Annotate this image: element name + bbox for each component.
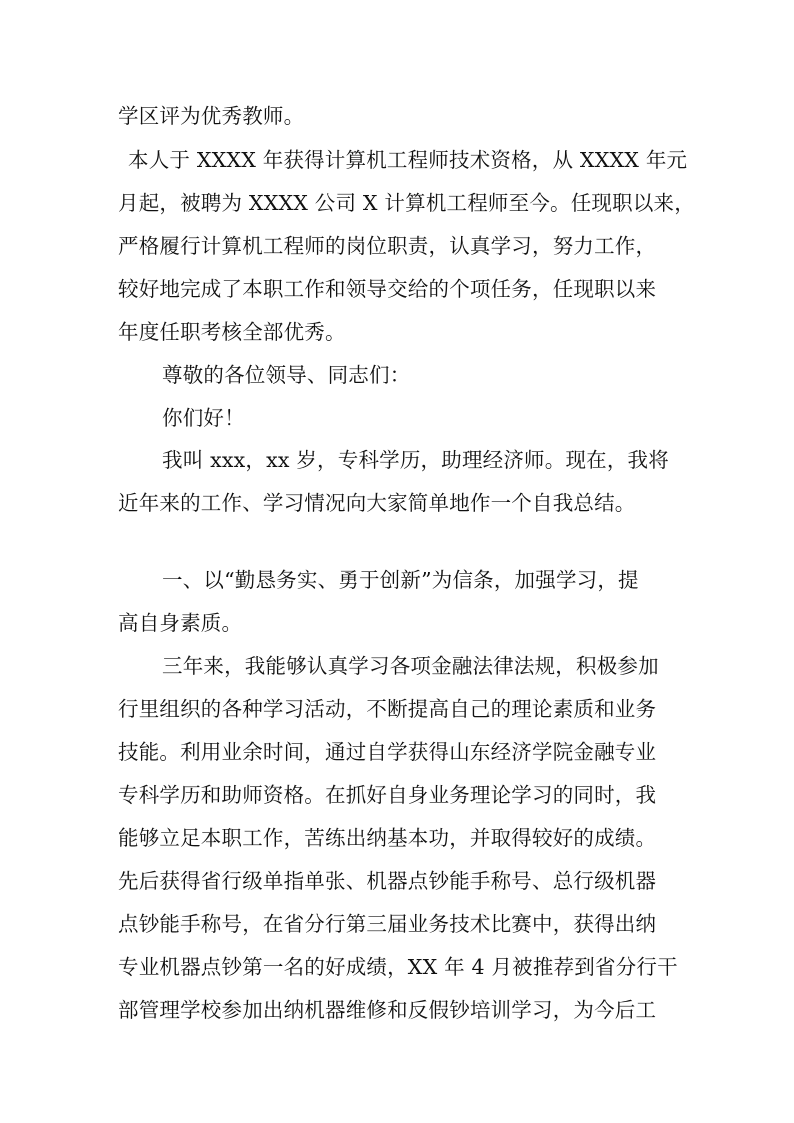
text-line: 年度任职考核全部优秀。 xyxy=(118,320,346,344)
text-line: 本人于 XXXX 年获得计算机工程师技术资格，从 XXXX 年元 xyxy=(128,148,688,172)
text-line: 技能。利用业余时间，通过自学获得山东经济学院金融专业 xyxy=(118,740,657,764)
text-line: 行里组织的各种学习活动，不断提高自己的理论素质和业务 xyxy=(118,697,657,721)
text-line: 我叫 xxx，xx 岁，专科学历，助理经济师。现在，我将 xyxy=(162,448,669,472)
section-heading-continued: 高自身素质。 xyxy=(118,611,243,635)
greeting: 你们好！ xyxy=(162,406,245,430)
text-line: 部管理学校参加出纳机器维修和反假钞培训学习，为今后工 xyxy=(118,998,657,1022)
text-line: 能够立足本职工作，苦练出纳基本功，并取得较好的成绩。 xyxy=(118,826,657,850)
text-line: 严格履行计算机工程师的岗位职责，认真学习，努力工作， xyxy=(118,234,657,258)
text-line: 专业机器点钞第一名的好成绩，XX 年 4 月被推荐到省分行干 xyxy=(118,955,678,979)
text-line: 较好地完成了本职工作和领导交给的个项任务，任现职以来 xyxy=(118,277,657,301)
text-line: 三年来，我能够认真学习各项金融法律法规，积极参加 xyxy=(162,654,659,678)
text-line: 专科学历和助师资格。在抓好自身业务理论学习的同时，我 xyxy=(118,783,657,807)
section-heading: 一、以“勤恳务实、勇于创新”为信条，加强学习，提 xyxy=(162,568,639,592)
text-line: 点钞能手称号，在省分行第三届业务技术比赛中，获得出纳 xyxy=(118,912,657,936)
text-line: 月起，被聘为 XXXX 公司 X 计算机工程师至今。任现职以来， xyxy=(118,191,695,215)
text-line: 先后获得省行级单指单张、机器点钞能手称号、总行级机器 xyxy=(118,869,657,893)
salutation: 尊敬的各位领导、同志们： xyxy=(162,363,411,387)
text-line: 近年来的工作、学习情况向大家简单地作一个自我总结。 xyxy=(118,491,636,515)
text-line: 学区评为优秀教师。 xyxy=(118,104,305,128)
